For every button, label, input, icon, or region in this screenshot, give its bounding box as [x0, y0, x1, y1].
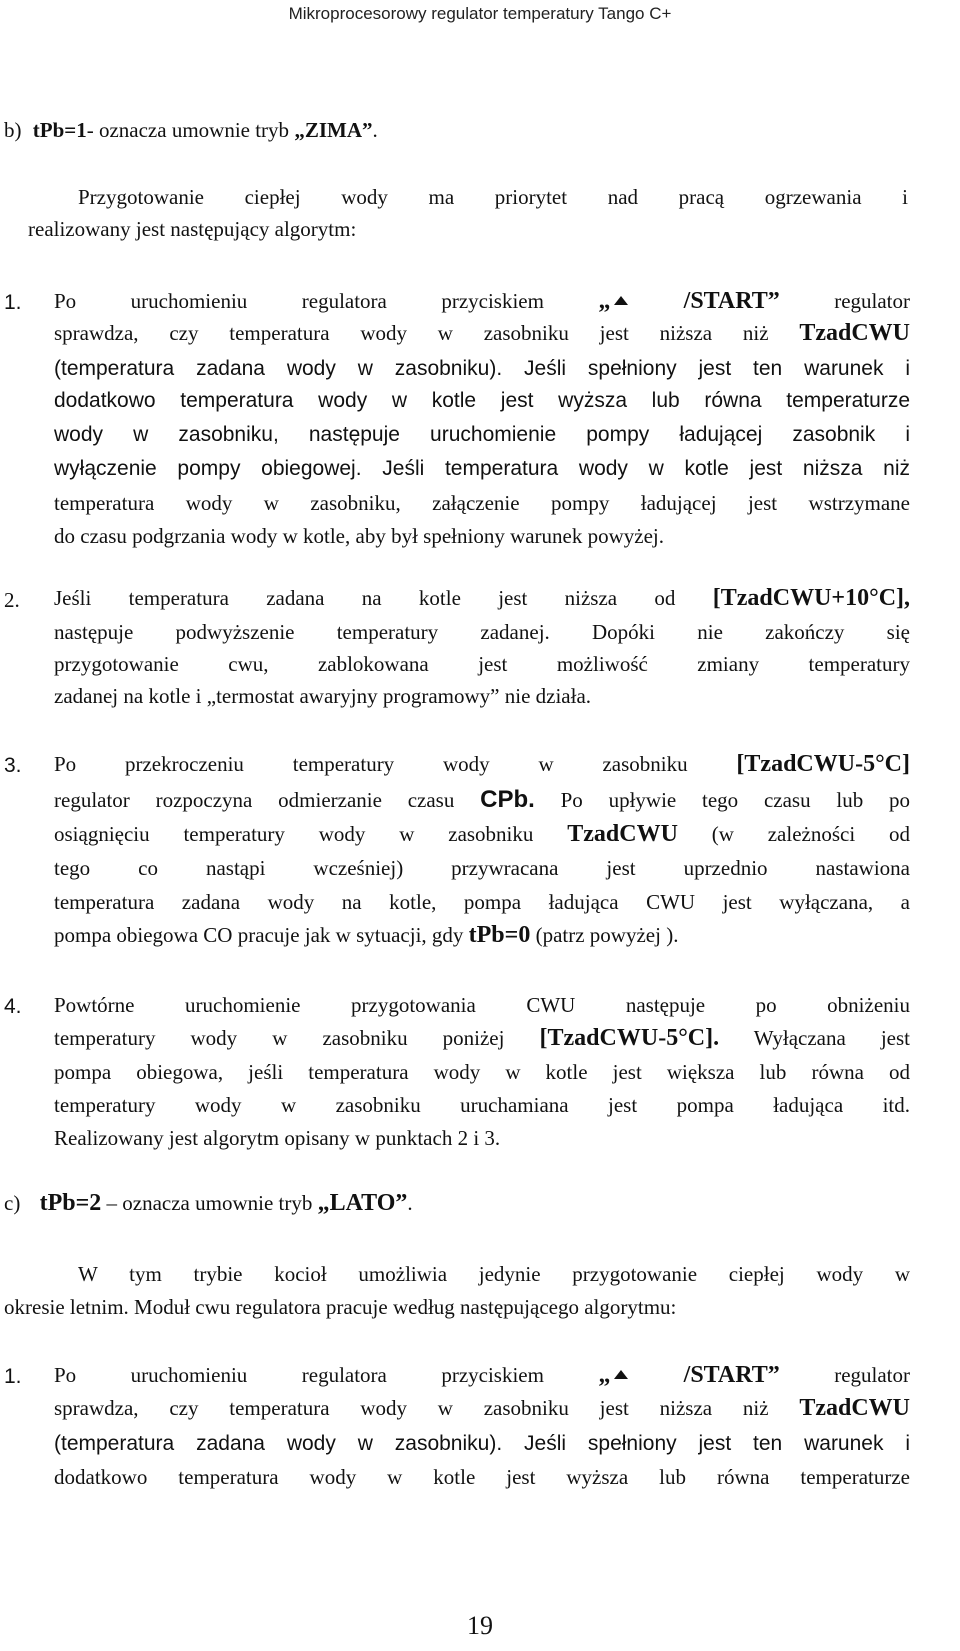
- lato-item1-line3-text: (temperatura zadana wody w zasobniku).: [54, 1432, 503, 1455]
- intro1-line1: Przygotowanie ciepłej wody ma priorytet nad pracą ogrzewania i: [78, 185, 908, 209]
- item4-line5: Realizowany jest algorytm opisany w punktach 2 i 3.: [54, 1126, 501, 1150]
- item1-number: 1.: [4, 291, 22, 314]
- item1-line6-end: Jeśli temperatura wody w kotle jest niższa niż: [382, 457, 910, 480]
- up-arrow-icon: [614, 296, 628, 305]
- item1-start-key: [598, 288, 779, 314]
- section-c-end: .: [407, 1191, 413, 1215]
- item3-line2-end: Po upływie tego czasu lub po: [560, 788, 911, 812]
- item1-line4: dodatkowo temperatura wody w kotle jest wyższa lub równa temperaturze: [54, 389, 910, 412]
- item3-cpb: CPb.: [480, 786, 535, 813]
- item3-number: 3.: [4, 754, 22, 777]
- item3-tzadcwu: TzadCWU: [567, 821, 678, 847]
- item1-line1-text: Po uruchomieniu regulatora przyciskiem: [54, 289, 544, 313]
- lato-item1-line3-end: Jeśli spełniony jest ten warunek i: [524, 1432, 911, 1455]
- section-b-end: .: [372, 118, 378, 142]
- item1-line3-text: (temperatura zadana wody w zasobniku).: [54, 357, 503, 380]
- item4-line2-text: temperatury wody w zasobniku poniżej: [54, 1026, 505, 1050]
- intro2-line1: W tym trybie kocioł umożliwia jedynie przygotowanie ciepłej wody w: [78, 1262, 910, 1286]
- item2-line1: [54, 584, 910, 612]
- intro1-line2: realizowany jest następujący algorytm:: [28, 217, 357, 241]
- item1-line3: [54, 355, 910, 383]
- page-number: 19: [467, 1611, 493, 1640]
- section-c-mode: „LATO”: [317, 1190, 408, 1216]
- item2-line2: [54, 618, 910, 646]
- item3-line5: temperatura zadana wody na kotle, pompa ładująca CWU jest wyłączana, a: [54, 890, 910, 914]
- item1-line8: do czasu podgrzania wody w kotle, aby był spełniony warunek powyżej.: [54, 524, 665, 548]
- item1-line1-end: regulator: [834, 289, 910, 313]
- item1-line7: temperatura wody w zasobniku, załączenie pompy ładującej jest wstrzymane: [54, 491, 910, 515]
- item3-line1-text: Po przekroczeniu temperatury wody w zasobniku: [54, 752, 688, 776]
- item2-number: 2.: [4, 588, 20, 612]
- item2-line4: zadanej na kotle i „termostat awaryjny programowy” nie działa.: [54, 684, 592, 708]
- section-b-text: - oznacza umownie tryb: [86, 118, 295, 142]
- lato-item1-line1: [54, 1361, 910, 1389]
- item3-line2: [54, 786, 910, 814]
- item3-line3: [54, 820, 910, 848]
- item2-line2-end: Dopóki nie zakończy się: [592, 620, 910, 644]
- page-header: Mikroprocesorowy regulator temperatury Tango C+: [288, 4, 672, 23]
- item1-start-label: /START”: [683, 288, 780, 314]
- item4-line4: temperatury wody w zasobniku uruchamiana jest pompa ładująca itd.: [54, 1093, 910, 1117]
- item3-line4: tego co nastąpi wcześniej) przywracana jest uprzednio nastawiona: [54, 856, 910, 880]
- item4-line2: [54, 1024, 910, 1052]
- lato-item1-line2: [54, 1394, 910, 1422]
- section-b-label: b): [4, 118, 22, 142]
- item4-threshold: [TzadCWU-5°C].: [539, 1025, 720, 1051]
- section-b-param: tPb=1: [32, 118, 87, 142]
- item1-line6-text: wyłączenie pompy obiegowej.: [54, 457, 362, 480]
- section-b-heading: [4, 116, 378, 144]
- up-arrow-icon: [614, 1370, 628, 1379]
- section-c-param: tPb=2: [39, 1190, 102, 1216]
- lato-item1-line3: [54, 1430, 910, 1458]
- lato-item1-line4: dodatkowo temperatura wody w kotle jest wyższa lub równa temperaturze: [54, 1465, 910, 1489]
- item3-line3-text: osiągnięciu temperatury wody w zasobniku: [54, 822, 534, 846]
- item3-line3-end: (w zależności od: [711, 822, 911, 846]
- item3-threshold: [TzadCWU-5°C]: [736, 751, 910, 777]
- item2-line1-text: Jeśli temperatura zadana na kotle jest niższa od: [54, 586, 676, 610]
- section-b-mode: „ZIMA”: [294, 118, 373, 142]
- item3-tpb0: tPb=0: [468, 922, 531, 948]
- item3-line6-text: pompa obiegowa CO pracuje jak w sytuacji, gdy: [54, 923, 464, 947]
- item2-threshold: [TzadCWU+10°C],: [712, 585, 911, 611]
- lato-item1-start-label: /START”: [683, 1362, 780, 1388]
- lato-item1-number: 1.: [4, 1365, 22, 1388]
- item1-line1: [54, 287, 910, 315]
- lato-item1-line1-end: regulator: [834, 1363, 910, 1387]
- section-c-heading: [4, 1189, 413, 1217]
- item3-line2-text: regulator rozpoczyna odmierzanie czasu: [54, 788, 455, 812]
- item1-line2-text: sprawdza, czy temperatura wody w zasobniku jest niższa niż: [54, 321, 769, 345]
- lato-item1-tzadcwu: TzadCWU: [799, 1395, 910, 1421]
- item1-line2: [54, 319, 910, 347]
- item1-line5: wody w zasobniku, następuje uruchomienie pompy ładującej zasobnik i: [54, 423, 910, 446]
- item4-number: 4.: [4, 995, 22, 1018]
- item4-line3: pompa obiegowa, jeśli temperatura wody w kotle jest większa lub równa od: [54, 1060, 910, 1084]
- item4-line2-end: Wyłączana jest: [753, 1026, 911, 1050]
- item3-line6: [54, 921, 678, 949]
- lato-item1-quote: „: [598, 1362, 611, 1388]
- item3-line6-end: (patrz powyżej ).: [535, 923, 679, 947]
- section-c-text: – oznacza umownie tryb: [101, 1191, 318, 1215]
- item1-tzadcwu: TzadCWU: [799, 320, 910, 346]
- lato-item1-line1-text: Po uruchomieniu regulatora przyciskiem: [54, 1363, 544, 1387]
- section-c-label: c): [4, 1191, 21, 1215]
- item2-line2-text: następuje podwyższenie temperatury zadanej.: [54, 620, 550, 644]
- lato-item1-line2-text: sprawdza, czy temperatura wody w zasobniku jest niższa niż: [54, 1396, 769, 1420]
- item1-quote: „: [598, 288, 611, 314]
- intro2-line2: okresie letnim. Moduł cwu regulatora pracuje według następującego algorytmu:: [4, 1295, 677, 1319]
- item3-line1: [54, 750, 910, 778]
- item4-line1: Powtórne uruchomienie przygotowania CWU następuje po obniżeniu: [54, 993, 910, 1017]
- item2-line3: przygotowanie cwu, zablokowana jest możliwość zmiany temperatury: [54, 652, 910, 676]
- item1-line6: [54, 455, 910, 483]
- item1-line3-end: Jeśli spełniony jest ten warunek i: [524, 357, 911, 380]
- lato-item1-start-key: [598, 1362, 779, 1388]
